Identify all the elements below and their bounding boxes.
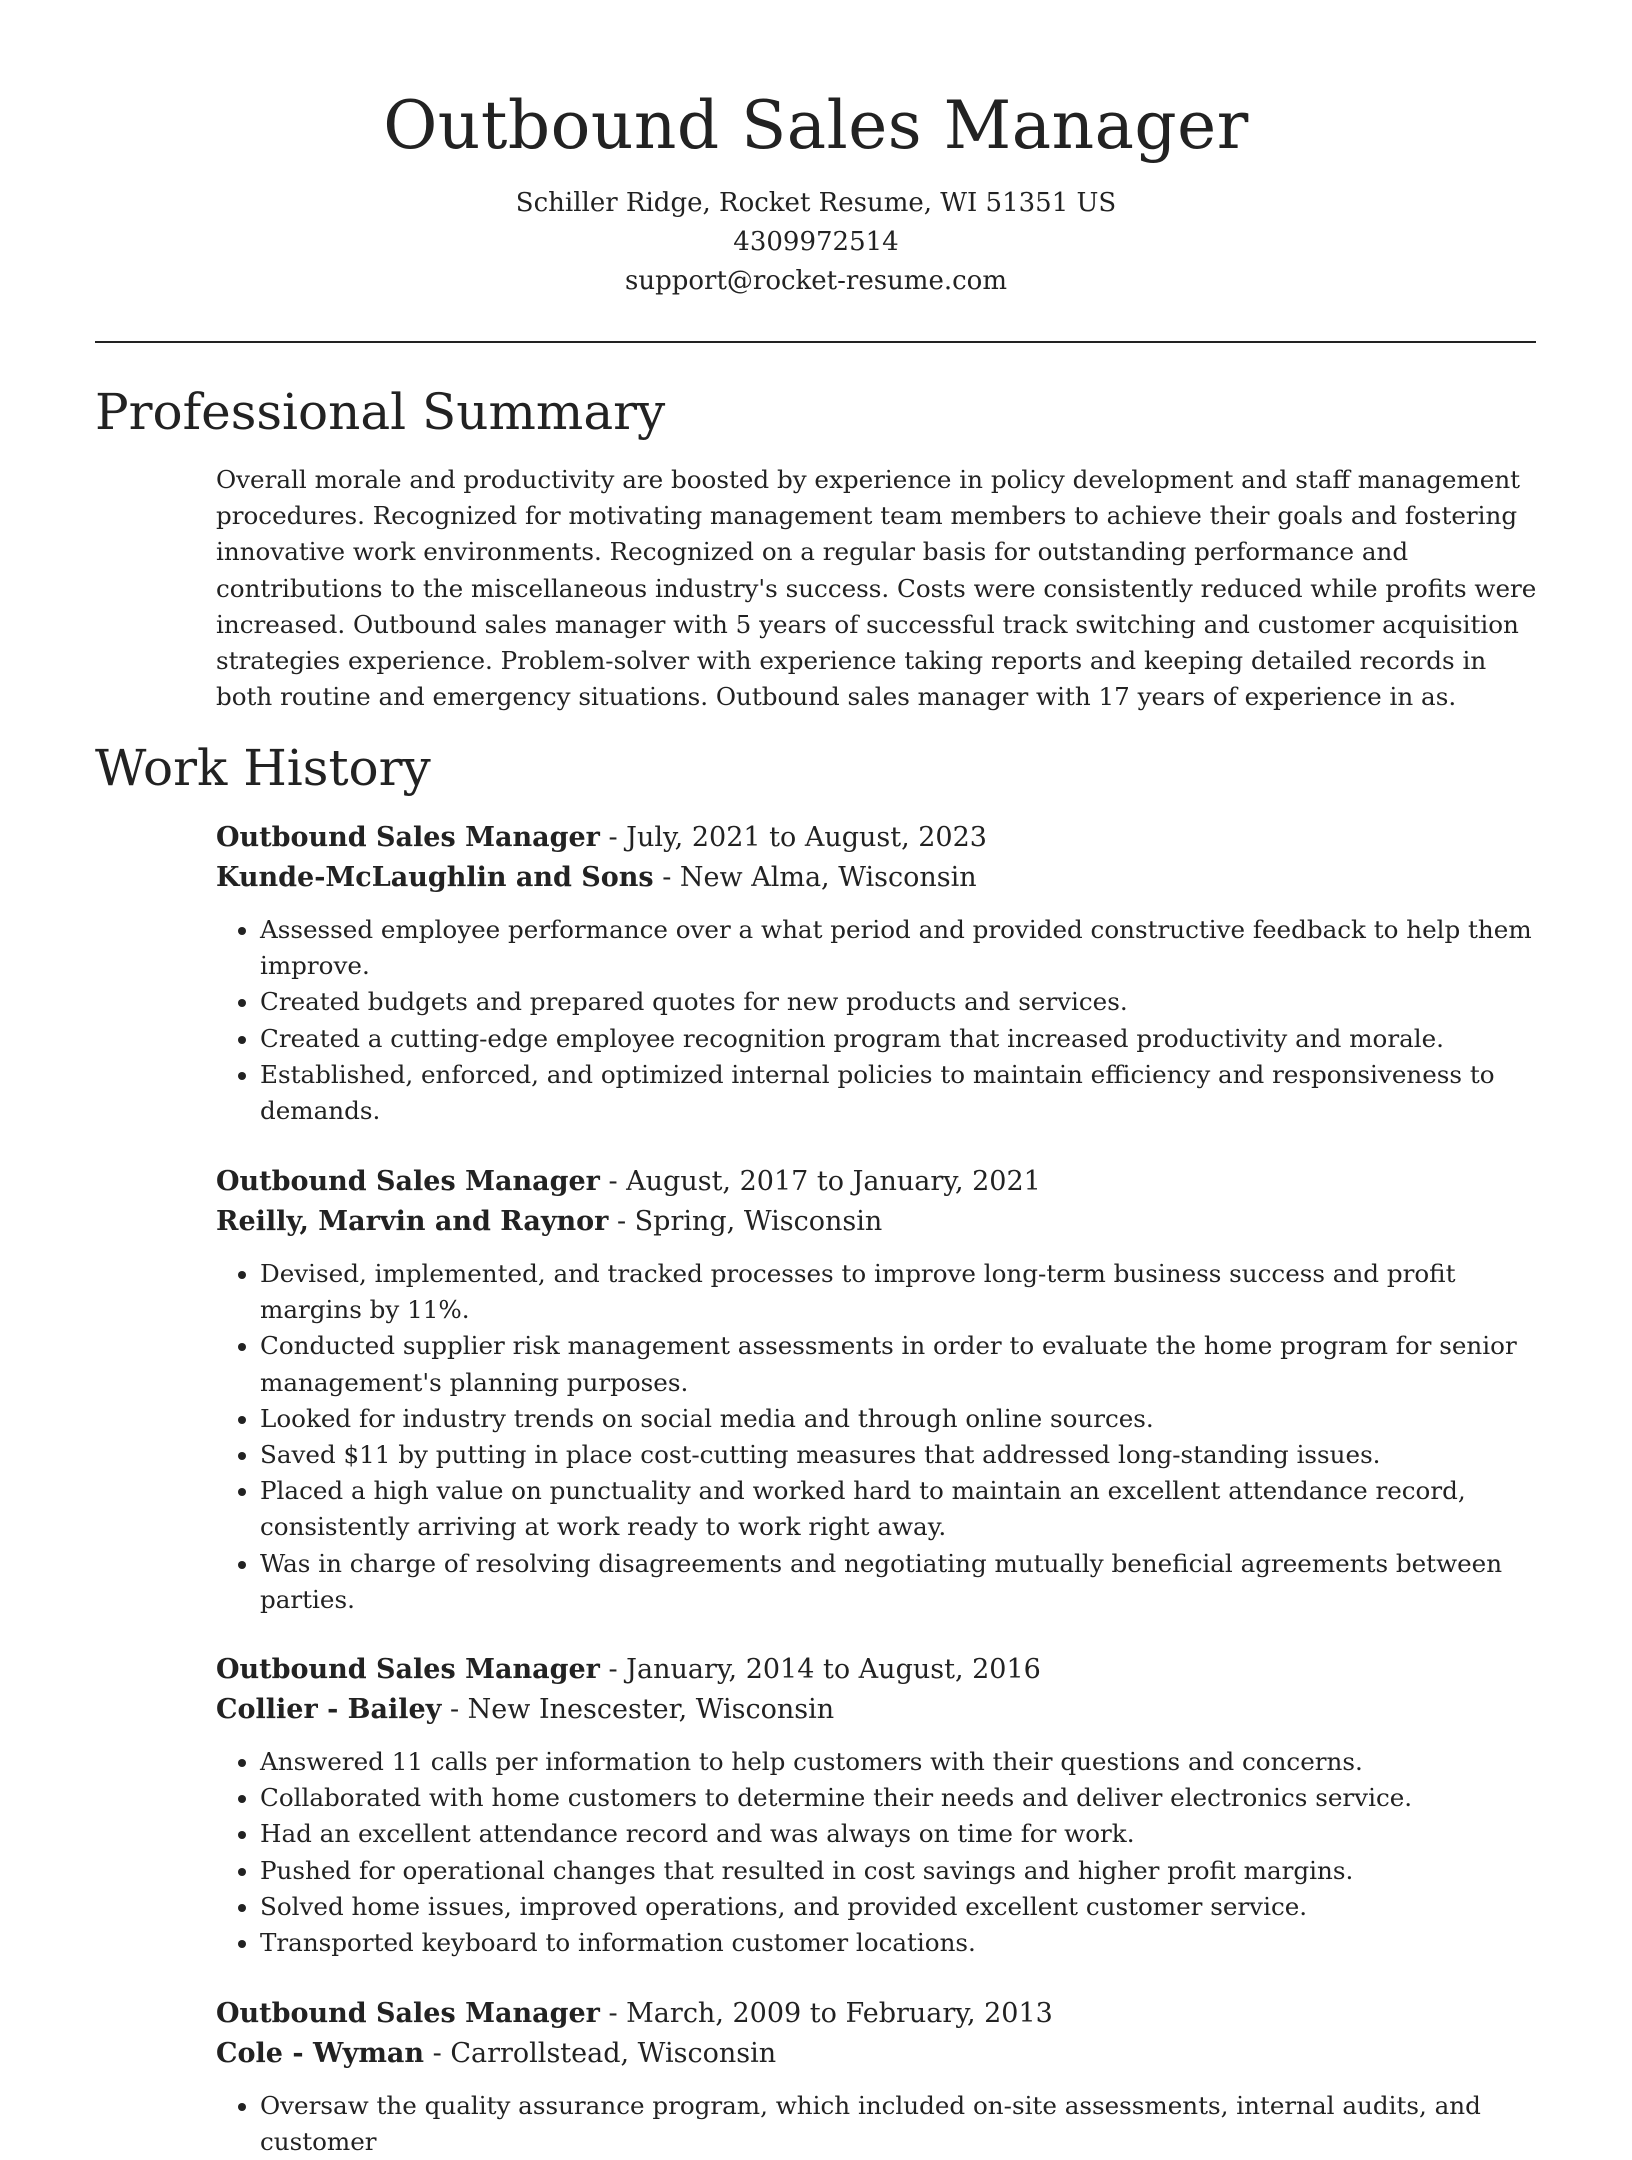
job-bullet: • Transported keyboard to information customer locations. xyxy=(260,1925,1541,1961)
job-company: Cole - Wyman xyxy=(216,2038,425,2069)
job-bullet: • Oversaw the quality assurance program, which included on-site assessments, internal audits, and customer xyxy=(260,2088,1541,2160)
job-title-line xyxy=(216,1650,1541,1690)
candidate-name: Outbound Sales Manager xyxy=(383,87,1249,164)
job-bullet: • Had an excellent attendance record and was always on time for work. xyxy=(260,1816,1541,1852)
work-history-heading: Work History xyxy=(95,739,431,797)
job-company-line xyxy=(216,1202,1541,1242)
job-bullet: • Saved $11 by putting in place cost-cutting measures that addressed long-standing issues. xyxy=(260,1437,1541,1473)
job-bullet: • Collaborated with home customers to determine their needs and deliver electronics service. xyxy=(260,1780,1541,1816)
job-location: - New Alma, Wisconsin xyxy=(653,862,977,893)
job-bullets xyxy=(216,2088,1541,2160)
phone-number: 4309972514 xyxy=(733,227,899,257)
job-title-line xyxy=(216,1994,1541,2034)
job-company: Collier - Bailey xyxy=(216,1694,442,1725)
job-entry xyxy=(216,1994,1541,2160)
resume-header xyxy=(0,0,1632,301)
job-bullets xyxy=(216,1256,1541,1618)
job-role: Outbound Sales Manager xyxy=(216,1998,600,2029)
job-company-line xyxy=(216,1690,1541,1730)
job-role: Outbound Sales Manager xyxy=(216,1654,600,1685)
job-entry xyxy=(216,818,1541,1129)
job-company: Reilly, Marvin and Raynor xyxy=(216,1206,609,1237)
job-bullet: • Created budgets and prepared quotes for new products and services. xyxy=(260,984,1541,1020)
summary-text: Overall morale and productivity are boosted by experience in policy development and staff management procedures. Recognized for motivating management team members to achieve their goals and fostering innovative work environments. Recognized on a regular basis for outstanding performance and contributions to the miscellaneous industry's success. Costs were consistently reduced while profits were increased. Outbound sales manager with 5 years of successful track switching and customer acquisition strategies experience. Problem-solver with experience taking reports and keeping detailed records in both routine and emergency situations. Outbound sales manager with 17 years of experience in as. xyxy=(216,465,1537,712)
job-entry xyxy=(216,1650,1541,1961)
job-dates: - January, 2014 to August, 2016 xyxy=(599,1654,1041,1685)
job-dates: - March, 2009 to February, 2013 xyxy=(599,1998,1053,2029)
job-bullet: • Placed a high value on punctuality and worked hard to maintain an excellent attendance record, consistently arriving at work ready to work right away. xyxy=(260,1473,1541,1545)
address: Schiller Ridge, Rocket Resume, WI 51351 US xyxy=(515,188,1117,218)
contact-block xyxy=(0,184,1632,301)
job-bullet: • Was in charge of resolving disagreements and negotiating mutually beneficial agreements between parties. xyxy=(260,1546,1541,1618)
job-bullet: • Conducted supplier risk management assessments in order to evaluate the home program for senior management's planning purposes. xyxy=(260,1328,1541,1400)
job-company-line xyxy=(216,858,1541,898)
job-bullet: • Assessed employee performance over a what period and provided constructive feedback to help them improve. xyxy=(260,912,1541,984)
job-bullet: • Established, enforced, and optimized internal policies to maintain efficiency and responsiveness to demands. xyxy=(260,1057,1541,1129)
job-company: Kunde-McLaughlin and Sons xyxy=(216,862,654,893)
job-location: - Carrollstead, Wisconsin xyxy=(424,2038,777,2069)
job-bullet: • Pushed for operational changes that resulted in cost savings and higher profit margins. xyxy=(260,1853,1541,1889)
job-bullet: • Answered 11 calls per information to help customers with their questions and concerns. xyxy=(260,1744,1541,1780)
summary-heading: Professional Summary xyxy=(95,383,666,441)
job-bullet: • Devised, implemented, and tracked processes to improve long-term business success and profit margins by 11%. xyxy=(260,1256,1541,1328)
job-location: - Spring, Wisconsin xyxy=(608,1206,883,1237)
header-divider xyxy=(95,341,1536,343)
job-bullet: • Looked for industry trends on social media and through online sources. xyxy=(260,1401,1541,1437)
job-role: Outbound Sales Manager xyxy=(216,1166,600,1197)
job-bullets xyxy=(216,912,1541,1129)
job-bullet: • Created a cutting-edge employee recognition program that increased productivity and morale. xyxy=(260,1021,1541,1057)
email-address: support@rocket-resume.com xyxy=(624,266,1007,296)
job-bullets xyxy=(216,1744,1541,1961)
job-dates: - August, 2017 to January, 2021 xyxy=(599,1166,1041,1197)
job-title-line xyxy=(216,818,1541,858)
job-role: Outbound Sales Manager xyxy=(216,822,600,853)
job-bullet: • Solved home issues, improved operations, and provided excellent customer service. xyxy=(260,1889,1541,1925)
job-title-line xyxy=(216,1162,1541,1202)
job-dates: - July, 2021 to August, 2023 xyxy=(599,822,987,853)
job-location: - New Inescester, Wisconsin xyxy=(441,1694,835,1725)
job-entry xyxy=(216,1162,1541,1618)
job-company-line xyxy=(216,2034,1541,2074)
